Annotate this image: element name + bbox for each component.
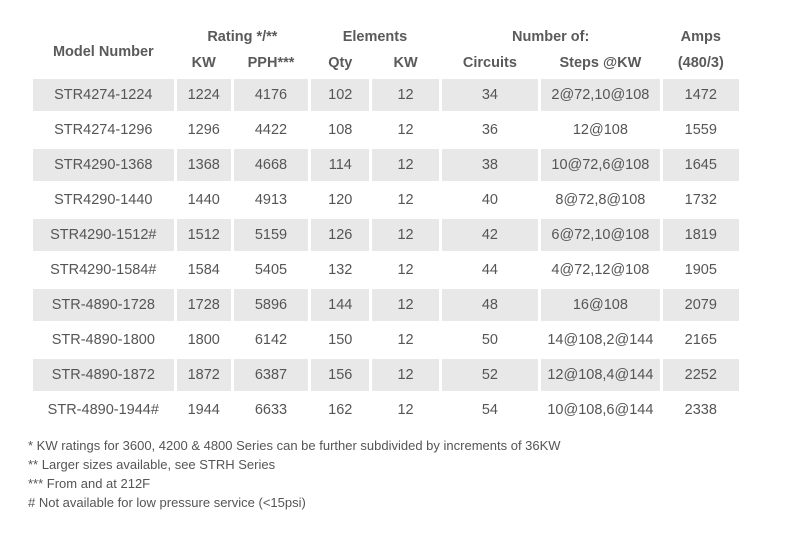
header-element-kw: KW (393, 55, 418, 71)
cell-elem-kw: 12 (372, 149, 438, 181)
cell-amps: 2252 (663, 359, 739, 391)
cell-kw: 1512 (177, 219, 231, 251)
header-kw: KW (191, 55, 216, 71)
cell-qty: 114 (311, 149, 369, 181)
cell-pph: 4913 (254, 192, 288, 208)
cell-steps: 12@108 (572, 122, 628, 138)
cell-qty: 156 (311, 359, 369, 391)
header-circuits: Circuits (462, 55, 517, 71)
cell-qty: 150 (328, 332, 353, 348)
cell-steps: 6@72,10@108 (541, 219, 660, 251)
cell-kw: 1872 (177, 359, 231, 391)
cell-amps: 1472 (663, 79, 739, 111)
cell-model: STR4290-1512# (33, 219, 174, 251)
table-row (33, 324, 739, 356)
cell-kw: 1368 (177, 149, 231, 181)
cell-pph: 4422 (254, 122, 288, 138)
footnotes (28, 436, 561, 512)
cell-pph: 4176 (234, 79, 308, 111)
cell-kw: 1296 (187, 122, 220, 138)
spec-table (30, 24, 742, 429)
cell-circuits: 44 (481, 262, 498, 278)
cell-steps: 2@72,10@108 (541, 79, 660, 111)
cell-steps: 12@108,4@144 (541, 359, 660, 391)
cell-model: STR4274-1296 (54, 122, 153, 138)
cell-pph: 4668 (234, 149, 308, 181)
table-row (33, 149, 739, 181)
cell-circuits: 40 (481, 192, 498, 208)
cell-circuits: 50 (481, 332, 498, 348)
cell-qty: 120 (328, 192, 353, 208)
table-row (33, 184, 739, 216)
table-row (33, 79, 739, 111)
table-row (33, 254, 739, 286)
table-body (33, 79, 739, 426)
cell-qty: 132 (328, 262, 353, 278)
cell-pph: 5896 (234, 289, 308, 321)
header-steps: Steps @KW (559, 55, 642, 71)
cell-elem-kw: 12 (397, 192, 414, 208)
header-number-of: Number of: (511, 29, 590, 45)
table-row (33, 219, 739, 251)
cell-qty: 144 (311, 289, 369, 321)
table-row (33, 289, 739, 321)
cell-amps: 1905 (684, 262, 717, 278)
header-amps-sub: (480/3) (677, 55, 724, 71)
cell-pph: 5405 (254, 262, 288, 278)
footnote: # Not available for low pressure service (<15psi) (28, 495, 306, 510)
cell-circuits: 42 (442, 219, 538, 251)
cell-amps: 2079 (663, 289, 739, 321)
footnote: * KW ratings for 3600, 4200 & 4800 Series can be further subdivided by increments of 36KW (28, 438, 561, 453)
cell-circuits: 48 (442, 289, 538, 321)
cell-elem-kw: 12 (397, 332, 414, 348)
cell-steps: 16@108 (541, 289, 660, 321)
cell-model: STR-4890-1872 (33, 359, 174, 391)
cell-qty: 102 (311, 79, 369, 111)
cell-elem-kw: 12 (372, 219, 438, 251)
cell-elem-kw: 12 (372, 79, 438, 111)
cell-elem-kw: 12 (397, 262, 414, 278)
cell-steps: 14@108,2@144 (547, 332, 654, 348)
cell-steps: 10@108,6@144 (547, 402, 654, 418)
cell-circuits: 34 (442, 79, 538, 111)
table-row (33, 114, 739, 146)
cell-model: STR-4890-1944# (47, 402, 159, 418)
cell-steps: 10@72,6@108 (541, 149, 660, 181)
cell-pph: 6142 (254, 332, 288, 348)
table-row (33, 359, 739, 391)
cell-model: STR4290-1584# (50, 262, 157, 278)
cell-amps: 1645 (663, 149, 739, 181)
cell-amps: 2165 (684, 332, 717, 348)
cell-kw: 1944 (187, 402, 220, 418)
cell-circuits: 52 (442, 359, 538, 391)
cell-kw: 1224 (177, 79, 231, 111)
cell-model: STR-4890-1728 (33, 289, 174, 321)
spec-table-container (30, 24, 742, 429)
cell-qty: 108 (328, 122, 353, 138)
table-row (33, 394, 739, 426)
cell-model: STR4290-1440 (54, 192, 153, 208)
cell-circuits: 36 (481, 122, 498, 138)
header-amps: Amps (680, 29, 721, 45)
cell-elem-kw: 12 (397, 402, 414, 418)
cell-kw: 1728 (177, 289, 231, 321)
cell-circuits: 38 (442, 149, 538, 181)
cell-kw: 1440 (187, 192, 220, 208)
cell-model: STR-4890-1800 (51, 332, 155, 348)
cell-circuits: 54 (481, 402, 498, 418)
cell-qty: 126 (311, 219, 369, 251)
cell-elem-kw: 12 (397, 122, 414, 138)
cell-elem-kw: 12 (372, 289, 438, 321)
header-qty: Qty (328, 55, 353, 71)
cell-amps: 1732 (684, 192, 717, 208)
cell-kw: 1584 (187, 262, 220, 278)
cell-amps: 1819 (663, 219, 739, 251)
header-pph: PPH*** (247, 55, 295, 71)
header-row-top (33, 27, 739, 47)
cell-amps: 2338 (684, 402, 717, 418)
cell-model: STR4290-1368 (33, 149, 174, 181)
cell-amps: 1559 (684, 122, 717, 138)
cell-model: STR4274-1224 (33, 79, 174, 111)
footnote: ** Larger sizes available, see STRH Series (28, 457, 276, 472)
cell-pph: 6633 (254, 402, 288, 418)
cell-pph: 5159 (234, 219, 308, 251)
header-model-number: Model Number (52, 43, 154, 60)
cell-elem-kw: 12 (372, 359, 438, 391)
header-rating: Rating */** (207, 29, 278, 45)
cell-steps: 4@72,12@108 (551, 262, 650, 278)
cell-kw: 1800 (187, 332, 220, 348)
footnote: *** From and at 212F (28, 476, 151, 491)
cell-steps: 8@72,8@108 (555, 192, 646, 208)
cell-qty: 162 (328, 402, 353, 418)
header-elements: Elements (342, 29, 408, 45)
cell-pph: 6387 (234, 359, 308, 391)
